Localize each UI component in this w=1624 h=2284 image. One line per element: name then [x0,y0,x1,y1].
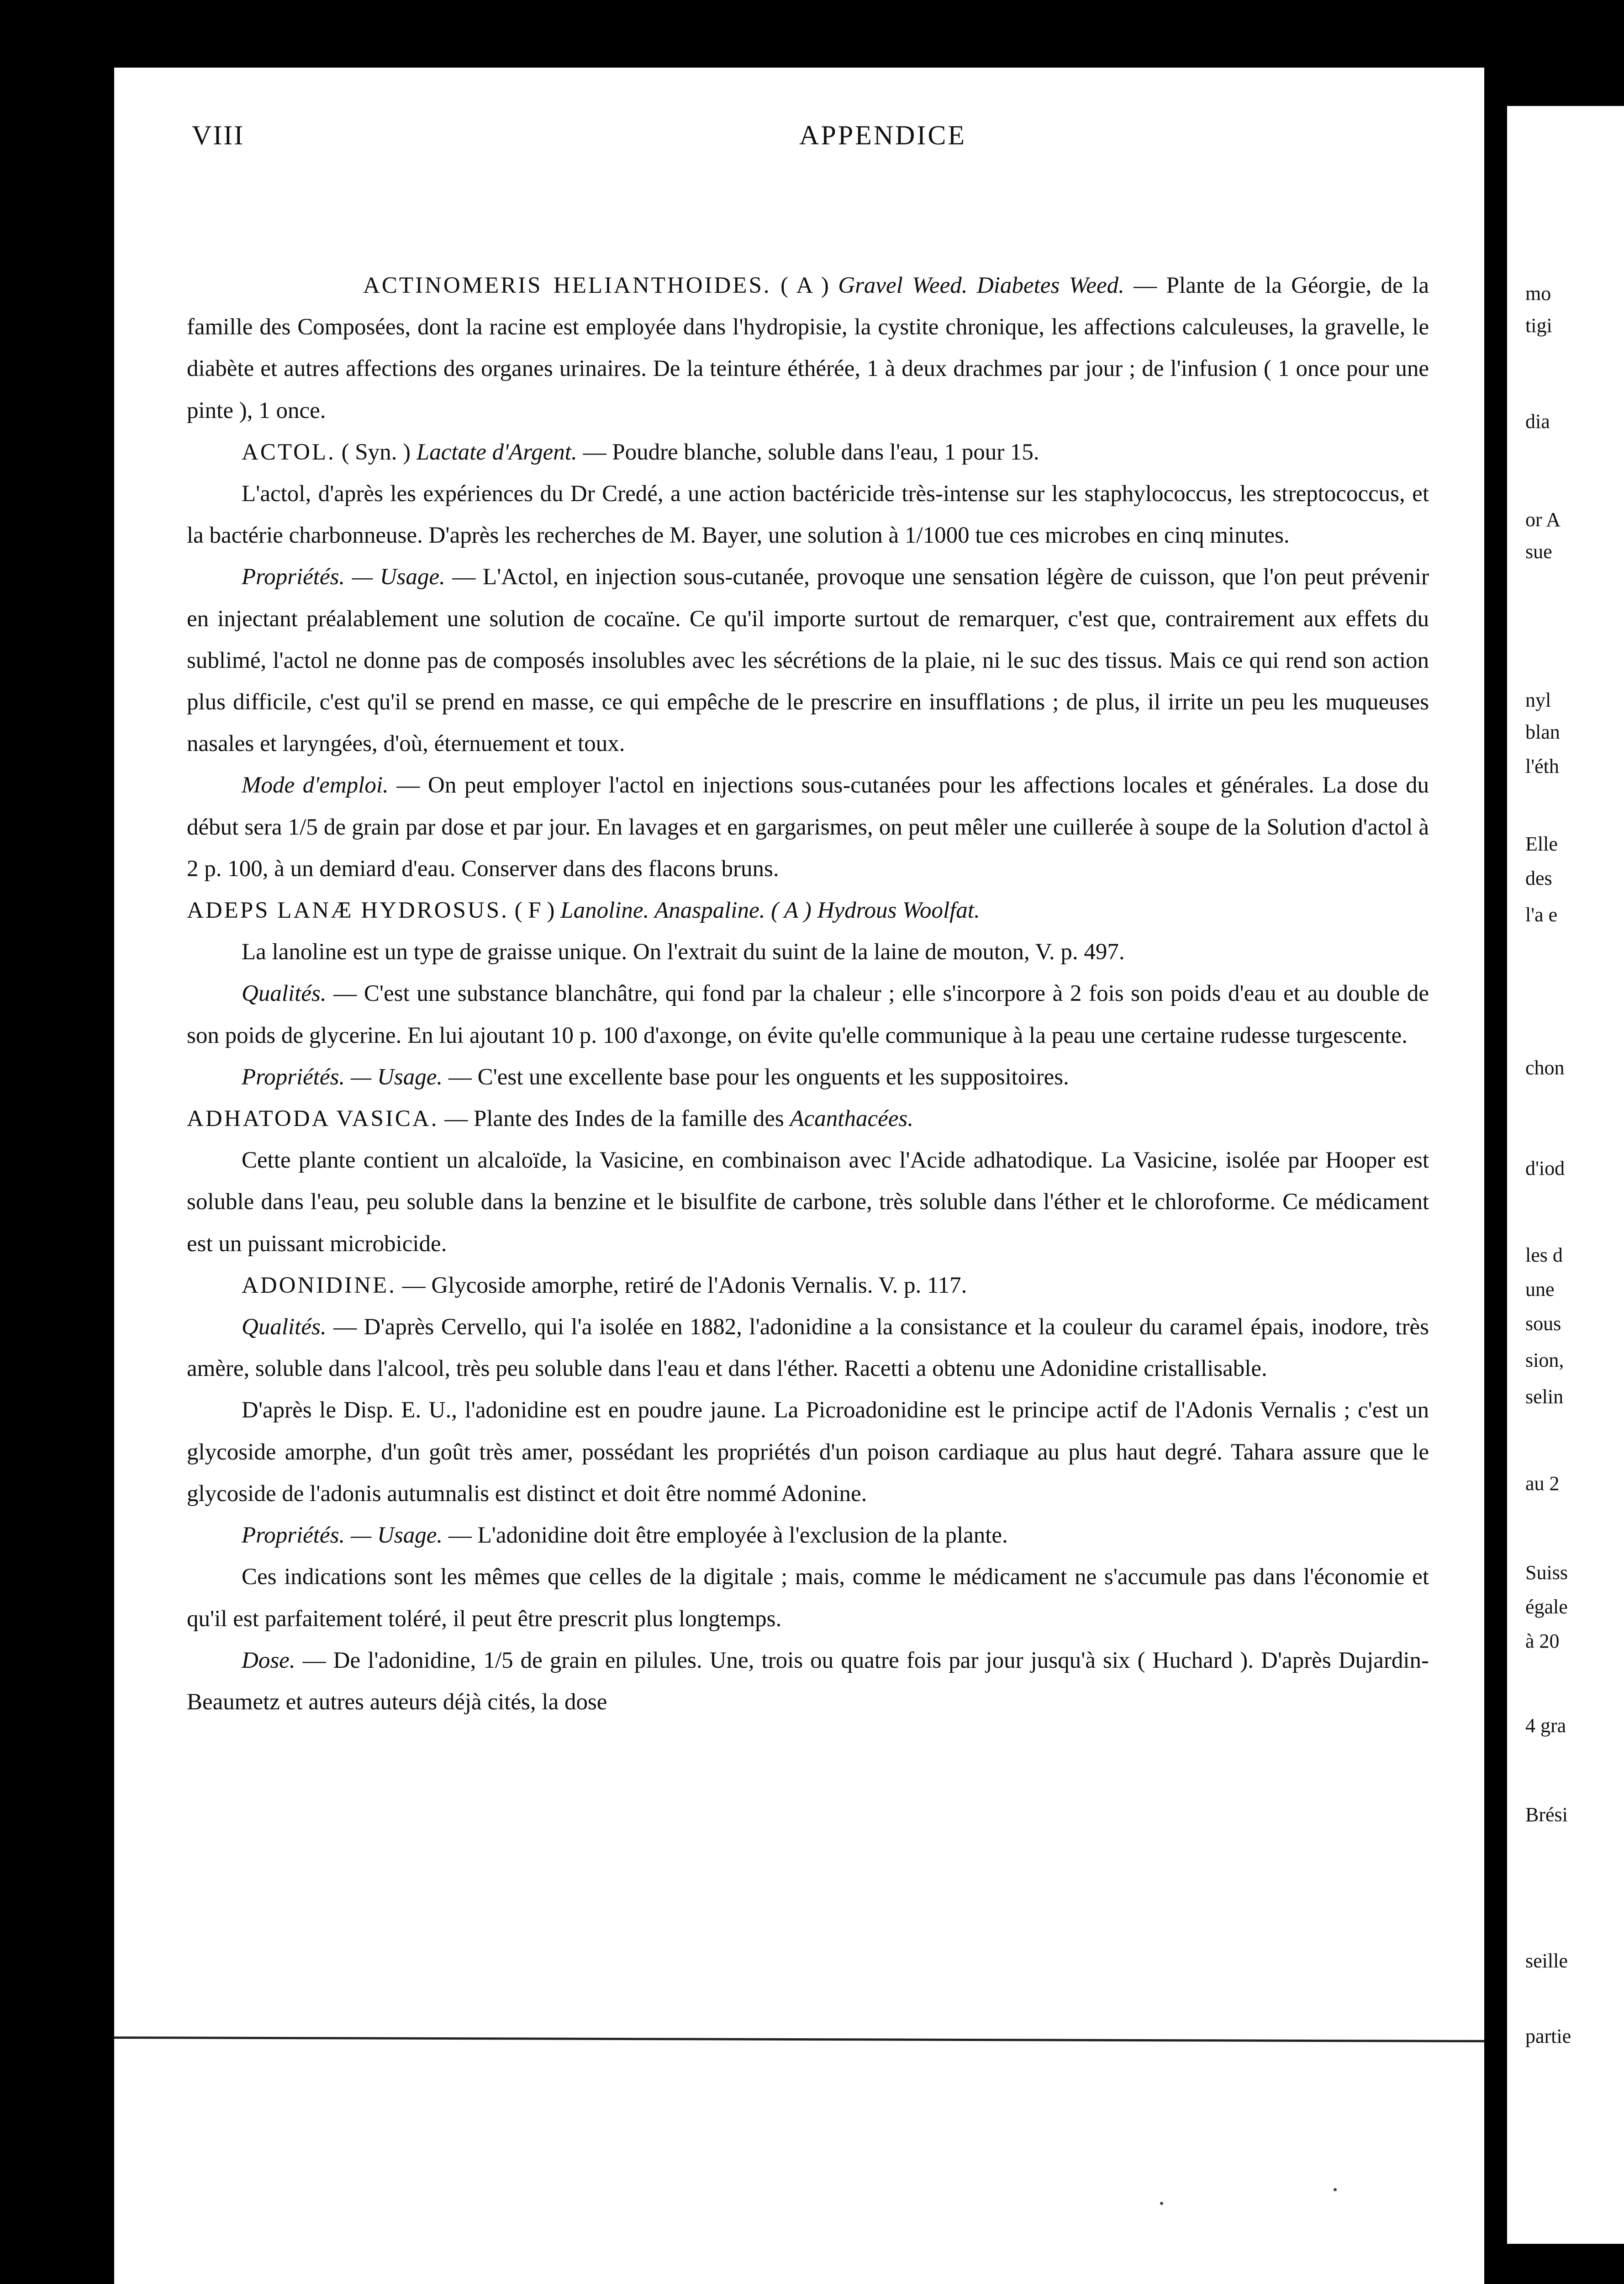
subheading: Dose. [242,1647,295,1673]
facing-fragment: une [1525,1278,1555,1301]
entry-heading: ADHATODA VASICA. [187,1106,439,1132]
entry-actol: ACTOL. ( Syn. ) Lactate d'Argent. — Poudre blanche, soluble dans l'eau, 1 pour 15. [242,439,1039,465]
paragraph: Qualités. — C'est une substance blanchâtre, qui fond par la chaleur ; elle s'incorpore à 2 fois son poids d'eau et au double de son poids de glycerine. En lui ajoutant 10 p. 100 d'axonge, on évite qu'elle communique à la peau une certaine rudesse turgescente. [187,981,1429,1048]
facing-fragment: tigi [1525,314,1552,337]
page-number: VIII [192,120,245,150]
paragraph: Mode d'emploi. — On peut employer l'actol en injections sous-cutanées pour les affections locales et générales. La dose du début sera 1/5 de grain par dose et par jour. En lavages et en gargarismes, on peut mêler une cuillerée à soupe de la Solution d'actol à 2 p. 100, à un demiard d'eau. Conserver dans des flacons bruns. [187,772,1429,882]
facing-fragment: mo [1525,282,1551,305]
subheading: Qualités. [242,1314,327,1340]
paragraph: D'après le Disp. E. U., l'adonidine est en poudre jaune. La Picroadonidine est le principe actif de l'Adonis Vernalis ; c'est un glycoside amorphe, d'un goût très amer, possédant les propriétés d'un poison cardiaque au plus haut degré. Tahara assure que le glycoside de l'adonis autumnalis est distinct et doit être nommé Adonine. [187,1397,1429,1507]
paragraph: Cette plante contient un alcaloïde, la Vasicine, en combinaison avec l'Acide adhatodique. La Vasicine, isolée par Hooper est soluble dans l'eau, peu soluble dans la benzine et le bisulfite de carbone, très soluble dans l'éther et le chloroforme. Ce médicament est un puissant microbicide. [187,1147,1429,1257]
page-header [192,120,1452,156]
scan-speck [1160,2202,1163,2205]
paragraph: Ces indications sont les mêmes que celles de la digitale ; mais, comme le médicament ne s'accumule pas dans l'économie et qu'il est parfaitement toléré, il peut être prescrit plus longtemps. [187,1564,1429,1632]
scan-speck [132,1370,136,1374]
running-title: APPENDICE [799,120,967,150]
paragraph: Dose. — De l'adonidine, 1/5 de grain en pilules. Une, trois ou quatre fois par jour jusqu'à six ( Huchard ). D'après Dujardin-Beaumetz et autres auteurs déjà cités, la dose [187,1647,1429,1715]
facing-fragment: Brési [1525,1803,1568,1826]
entry-adhatoda: ADHATODA VASICA. — Plante des Indes de la famille des Acanthacées. [187,1106,913,1132]
paragraph: Qualités. — D'après Cervello, qui l'a isolée en 1882, l'adonidine a la consistance et la couleur du caramel épais, inodore, très amère, soluble dans l'alcool, très peu soluble dans l'eau et dans l'éther. Racetti a obtenu une Adonidine cristallisable. [187,1314,1429,1382]
facing-fragment: sion, [1525,1349,1564,1371]
facing-fragment: or A [1525,508,1561,531]
paragraph: Propriétés. — Usage. — L'adonidine doit être employée à l'exclusion de la plante. [242,1523,1008,1549]
facing-fragment: dia [1525,410,1550,433]
facing-fragment: 4 gra [1525,1714,1566,1737]
entry-actinomeris: ACTINOMERIS HELIANTHOIDES. ( A ) Gravel Weed. Diabetes Weed. — Plante de la Géorgie, de la famille des Composées, dont la racine est employée dans l'hydropisie, la cystite chronique, les affections calculeuses, la gravelle, le diabète et autres affections des organes urinaires. De la teinture éthérée, 1 à deux drachmes par jour ; de l'infusion ( 1 once pour une pinte ), 1 once. [187,273,1429,423]
paragraph: Propriétés. — Usage. — L'Actol, en injection sous-cutanée, provoque une sensation légère de cuisson, que l'on peut prévenir en injectant préalablement une solution de cocaïne. Ce qu'il importe surtout de remarquer, c'est que, contrairement aux effets du sublimé, l'actol ne donne pas de composés insolubles avec les sécrétions de la plaie, ni le suc des tissus. Mais ce qui rend son action plus difficile, c'est qu'il se prend en masse, ce qui empêche de le prescrire en insufflations ; de plus, il irrite un peu les muqueuses nasales et laryngées, d'où, éternuement et toux. [187,564,1429,757]
facing-fragment: blan [1525,721,1560,743]
subheading: Qualités. [242,981,327,1007]
entry-heading: ADONIDINE. [242,1272,396,1298]
entry-heading: ACTINOMERIS HELIANTHOIDES. [363,273,771,298]
facing-fragment: nyl [1525,689,1551,711]
subheading: Propriétés. — Usage. [242,1064,443,1090]
scan-speck [123,1352,127,1355]
facing-fragment: Suiss [1525,1561,1568,1584]
facing-fragment: égale [1525,1596,1568,1618]
paragraph: L'actol, d'après les expériences du Dr Credé, a une action bactéricide très-intense sur les staphylococcus, les streptococcus, et la bactérie charbonneuse. D'après les recherches de M. Bayer, une solution à 1/1000 tue ces microbes en cinq minutes. [187,481,1429,549]
facing-fragment: Elle [1525,833,1558,855]
facing-fragment: sous [1525,1312,1561,1335]
facing-fragment: partie [1525,2025,1571,2047]
scan-speck [249,208,252,211]
subheading: Mode d'emploi. [242,772,389,798]
facing-fragment: selin [1525,1385,1564,1408]
paragraph: La lanoline est un type de graisse unique. On l'extrait du suint de la laine de mouton, V. p. 497. [242,939,1125,965]
facing-fragment: l'a e [1525,904,1558,926]
paragraph: Propriétés. — Usage. — C'est une excellente base pour les onguents et les suppositoires. [242,1064,1069,1090]
facing-fragment: d'iod [1525,1157,1565,1179]
facing-fragment: à 20 [1525,1630,1560,1652]
facing-fragment: des [1525,867,1552,889]
entry-heading: ACTOL. [242,439,336,465]
scan-speck [1334,2188,1337,2191]
subheading: Propriétés. — Usage. [242,1523,443,1549]
facing-fragment: sue [1525,540,1552,563]
facing-fragment: l'éth [1525,755,1559,777]
entry-heading: ADEPS LANÆ HYDROSUS. [187,898,509,924]
facing-fragment: au 2 [1525,1472,1560,1495]
facing-fragment: chon [1525,1057,1565,1079]
entry-adonidine: ADONIDINE. — Glycoside amorphe, retiré de l'Adonis Vernalis. V. p. 117. [242,1272,967,1298]
facing-page-edge [1507,106,1624,2244]
subheading: Propriétés. — Usage. [242,564,445,590]
facing-fragment: les d [1525,1244,1563,1266]
entry-adeps-lanae: ADEPS LANÆ HYDROSUS. ( F ) Lanoline. Anaspaline. ( A ) Hydrous Woolfat. [187,898,980,924]
facing-fragment: seille [1525,1950,1568,1972]
page-body [187,265,1429,1723]
scan-speck [221,196,225,200]
